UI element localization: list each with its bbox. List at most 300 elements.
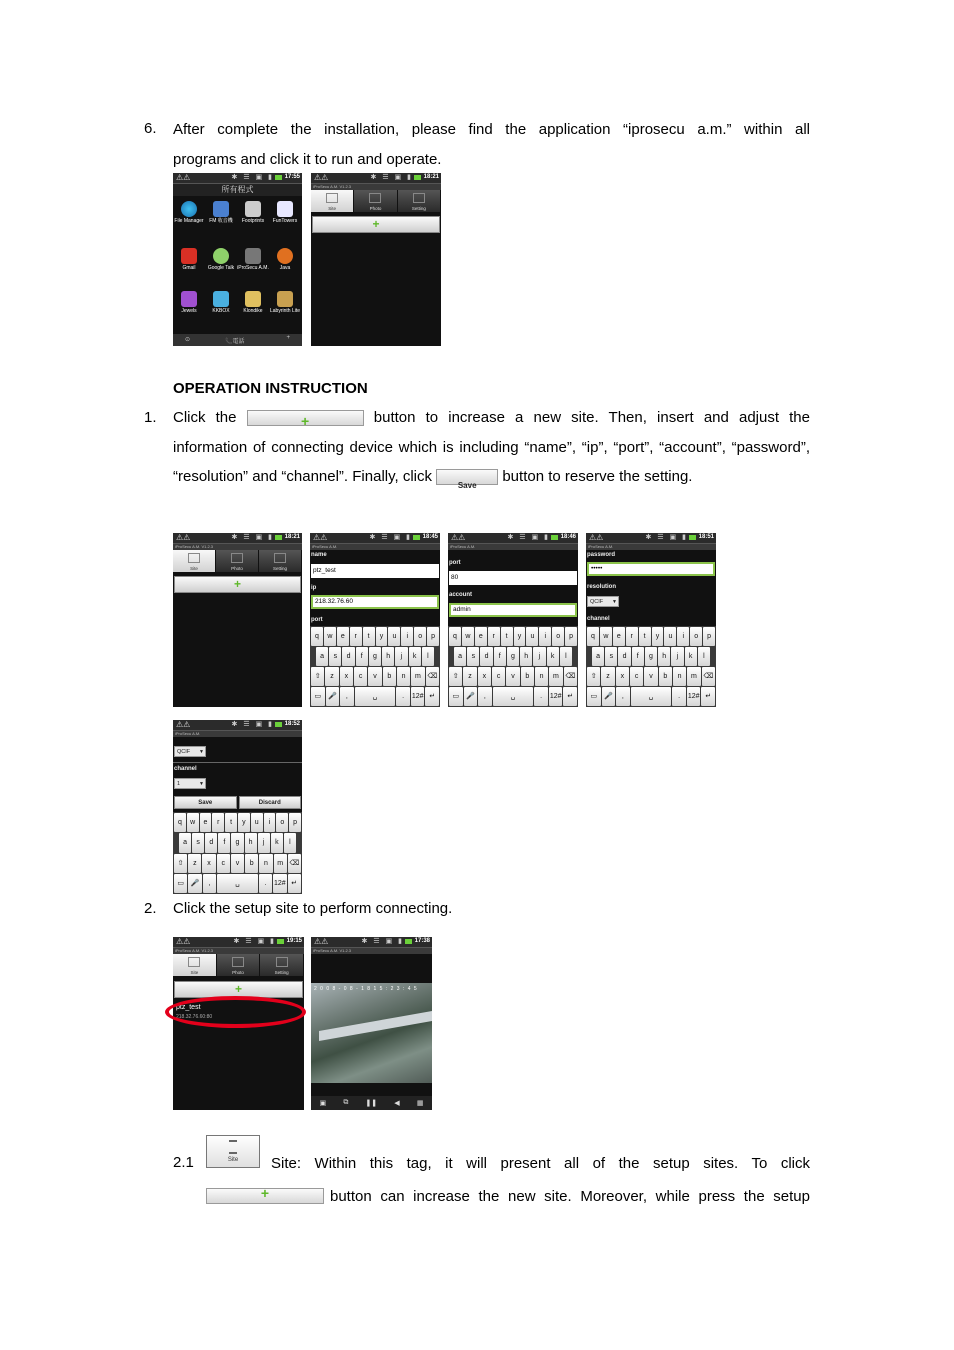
add-button-inline: + <box>247 410 364 426</box>
home-bar <box>173 334 302 346</box>
status-time: 18:21 <box>284 534 300 540</box>
key[interactable]: o <box>276 813 288 832</box>
tab-bar <box>173 954 304 976</box>
keyboard-row1 <box>174 813 301 832</box>
warning-icon: ⚠⚠ <box>176 937 191 946</box>
name-label: name <box>311 552 327 558</box>
key[interactable]: g <box>645 647 657 666</box>
key[interactable]: ⌫ <box>564 667 577 686</box>
key[interactable]: s <box>192 833 204 852</box>
key[interactable]: k <box>409 647 421 666</box>
key[interactable]: k <box>547 647 559 666</box>
port-label: port <box>449 560 461 566</box>
channel-label: channel <box>174 766 197 772</box>
warning-icon: ⚠⚠ <box>314 173 329 182</box>
battery-icon <box>275 535 282 540</box>
key[interactable]: b <box>659 667 672 686</box>
key[interactable]: u <box>526 627 538 646</box>
channel-label: channel <box>587 616 610 622</box>
app-title: iProSecu A.M. <box>173 731 302 737</box>
key[interactable]: p <box>427 627 439 646</box>
battery-icon <box>275 722 282 727</box>
key[interactable]: c <box>630 667 643 686</box>
key[interactable]: s <box>467 647 479 666</box>
key[interactable]: f <box>218 833 230 852</box>
key[interactable]: h <box>382 647 394 666</box>
status-icons: ✱ ☰ ▣ ▮ <box>361 938 404 945</box>
key[interactable]: c <box>492 667 505 686</box>
warning-icon: ⚠⚠ <box>314 937 329 946</box>
key[interactable]: g <box>507 647 519 666</box>
setting-icon <box>276 957 288 967</box>
status-icons: ✱ ☰ ▣ ▮ <box>645 534 688 541</box>
app-klondike[interactable]: Klondike <box>237 291 269 314</box>
key[interactable]: b <box>521 667 534 686</box>
key[interactable]: l <box>284 833 296 852</box>
key[interactable]: q <box>587 627 599 646</box>
keyboard-row2 <box>316 647 434 666</box>
step-2-text: Click the setup site to perform connecting. <box>173 900 453 917</box>
key[interactable]: c <box>354 667 367 686</box>
fullscreen-icon[interactable]: ▣ <box>319 1100 327 1107</box>
key[interactable]: ▭ <box>449 687 463 706</box>
status-icons: ✱ ☰ ▣ ▮ <box>507 534 550 541</box>
status-icons: ✱ ☰ ▣ ▮ <box>231 174 274 181</box>
radio-icon <box>213 201 229 217</box>
key[interactable]: d <box>342 647 354 666</box>
keyboard-row2 <box>454 647 572 666</box>
key[interactable]: w <box>600 627 612 646</box>
key[interactable]: u <box>664 627 676 646</box>
step-2-1-number: 2.1 <box>173 1154 194 1171</box>
step-1-text: Click the + button to increase a new site. Then, insert and adjust the information of connecting device which is including “name”, “ip”, “port”, “account”, “password”, “resolution” and “channel”. Finally, click Save button to reserve the setting. <box>173 409 810 491</box>
pause-icon[interactable]: ❚❚ <box>365 1100 378 1107</box>
key[interactable]: t <box>225 813 237 832</box>
key[interactable]: j <box>258 833 270 852</box>
account-label: account <box>449 592 473 598</box>
key[interactable]: ▭ <box>174 874 187 893</box>
battery-icon <box>405 939 412 944</box>
labyrinth-icon <box>277 291 293 307</box>
key[interactable]: j <box>395 647 407 666</box>
app-java[interactable]: Java <box>269 248 301 271</box>
list-icon <box>188 553 200 563</box>
file-manager-icon <box>181 201 197 217</box>
key[interactable]: d <box>205 833 217 852</box>
key[interactable]: 🎤 <box>326 687 340 706</box>
key[interactable]: l <box>422 647 434 666</box>
key[interactable]: e <box>337 627 349 646</box>
key[interactable]: y <box>238 813 250 832</box>
section-heading: OPERATION INSTRUCTION <box>173 380 368 397</box>
key[interactable]: g <box>231 833 243 852</box>
app-file-manager[interactable]: File Manager <box>173 201 205 224</box>
key[interactable]: r <box>488 627 500 646</box>
key[interactable]: v <box>368 667 381 686</box>
key[interactable]: . <box>396 687 410 706</box>
status-time: 18:46 <box>560 534 576 540</box>
key[interactable]: a <box>592 647 604 666</box>
form-buttons <box>174 796 301 809</box>
all-programs-title: 所有程式 <box>173 184 302 196</box>
keyboard-row2 <box>179 833 296 852</box>
tab-setting[interactable]: Setting <box>259 550 302 572</box>
key[interactable]: x <box>202 854 215 873</box>
app-title: iProSecu A.M. V1.2.3 <box>173 544 302 550</box>
keyboard-row3 <box>311 667 439 686</box>
key[interactable]: , <box>478 687 492 706</box>
step-1-number: 1. <box>144 409 157 426</box>
key[interactable]: ⌫ <box>426 667 439 686</box>
video-road <box>319 1011 432 1041</box>
tab-photo[interactable]: Photo <box>354 190 397 212</box>
keyboard <box>310 626 440 707</box>
setting-icon <box>413 193 425 203</box>
key[interactable]: y <box>376 627 388 646</box>
key[interactable]: a <box>316 647 328 666</box>
key[interactable]: ⇧ <box>311 667 324 686</box>
key[interactable]: e <box>200 813 212 832</box>
keyboard-row1 <box>311 627 439 646</box>
key[interactable]: g <box>369 647 381 666</box>
key[interactable]: , <box>340 687 354 706</box>
key[interactable]: ↵ <box>563 687 577 706</box>
tab-setting[interactable]: Setting <box>398 190 441 212</box>
gmail-icon <box>181 248 197 264</box>
step-2-1-line-2: button can increase the new site. Moreover, while press the setup <box>330 1188 810 1205</box>
snapshot-icon[interactable]: ▦ <box>416 1100 424 1107</box>
key[interactable]: o <box>690 627 702 646</box>
key[interactable]: ⌫ <box>702 667 715 686</box>
status-bar <box>173 173 302 184</box>
screenshot-main <box>311 173 441 346</box>
add-site-button[interactable]: + <box>312 216 440 233</box>
key[interactable]: 12# <box>273 874 286 893</box>
channel-select[interactable]: 1 ▼ <box>174 778 206 789</box>
photo-icon <box>231 553 243 563</box>
list-icon <box>188 957 200 967</box>
key[interactable]: f <box>356 647 368 666</box>
save-button-inline: Save <box>436 469 498 485</box>
status-icons: ✱ ☰ ▣ ▮ <box>231 721 274 728</box>
key[interactable]: r <box>626 627 638 646</box>
key[interactable]: v <box>231 854 244 873</box>
app-footprints[interactable]: Footprints <box>237 201 269 224</box>
key[interactable]: p <box>565 627 577 646</box>
key[interactable]: ⇧ <box>174 854 187 873</box>
app-jewels[interactable]: Jewels <box>173 291 205 314</box>
app-iprosecu[interactable]: iProSecu A.M. <box>237 248 269 271</box>
step-6-number: 6. <box>144 120 157 137</box>
key[interactable]: h <box>520 647 532 666</box>
step-6-text <box>173 115 810 174</box>
photo-icon <box>232 957 244 967</box>
tab-photo[interactable]: Photo <box>217 954 261 976</box>
key[interactable]: k <box>271 833 283 852</box>
status-time: 18:21 <box>423 174 439 180</box>
key[interactable]: i <box>264 813 276 832</box>
app-labyrinth[interactable]: Labyrinth Lite <box>269 291 301 314</box>
key[interactable]: z <box>601 667 614 686</box>
key[interactable]: u <box>388 627 400 646</box>
key[interactable]: x <box>478 667 491 686</box>
key[interactable]: j <box>533 647 545 666</box>
key[interactable]: f <box>632 647 644 666</box>
key[interactable]: ␣ <box>217 874 257 893</box>
key[interactable]: ␣ <box>355 687 396 706</box>
audio-icon[interactable]: ◀ <box>394 1100 400 1107</box>
key[interactable]: h <box>245 833 257 852</box>
app-funtowers[interactable]: FunTowers <box>269 201 301 224</box>
key[interactable]: w <box>462 627 474 646</box>
name-input[interactable]: ptz_test <box>311 564 439 578</box>
key[interactable]: a <box>179 833 191 852</box>
key[interactable]: m <box>549 667 562 686</box>
port-label: port <box>311 617 323 623</box>
list-icon <box>326 193 338 203</box>
key[interactable]: y <box>652 627 664 646</box>
key[interactable]: m <box>411 667 424 686</box>
key[interactable]: k <box>685 647 697 666</box>
key[interactable]: , <box>203 874 216 893</box>
tab-site[interactable]: Site <box>311 190 354 212</box>
key[interactable]: d <box>480 647 492 666</box>
jewels-icon <box>181 291 197 307</box>
key[interactable]: 12# <box>411 687 425 706</box>
step-2-1-line-1: Site: Within this tag, it will present all of the setup sites. To click <box>271 1155 810 1172</box>
key[interactable]: q <box>174 813 186 832</box>
tab-setting[interactable]: Setting <box>260 954 304 976</box>
keyboard-row1 <box>449 627 577 646</box>
screenshot-live-video <box>311 937 432 1110</box>
keyboard-row4 <box>174 874 301 893</box>
home-left-icon[interactable]: ⊙ <box>185 337 191 343</box>
tab-bar <box>173 550 302 572</box>
key[interactable]: 🎤 <box>464 687 478 706</box>
key[interactable]: q <box>449 627 461 646</box>
save-button[interactable]: Save <box>174 796 237 809</box>
key[interactable]: z <box>325 667 338 686</box>
status-time: 17:38 <box>414 938 430 944</box>
key[interactable]: v <box>506 667 519 686</box>
key[interactable]: q <box>311 627 323 646</box>
key[interactable]: x <box>616 667 629 686</box>
key[interactable]: n <box>535 667 548 686</box>
key[interactable]: m <box>687 667 700 686</box>
tab-bar <box>311 190 441 212</box>
key[interactable]: v <box>644 667 657 686</box>
tab-photo[interactable]: Photo <box>216 550 259 572</box>
key[interactable]: o <box>414 627 426 646</box>
add-icon[interactable]: + <box>286 335 290 341</box>
step-6-line-1: After complete the installation, please find the application “iprosecu a.m.” within all <box>173 121 810 138</box>
key[interactable]: 12# <box>687 687 701 706</box>
key[interactable]: r <box>212 813 224 832</box>
key[interactable]: . <box>672 687 686 706</box>
ip-label: ip <box>311 585 317 591</box>
tab-site[interactable]: Site <box>173 550 216 572</box>
key[interactable]: a <box>454 647 466 666</box>
keyboard-row2 <box>592 647 710 666</box>
keyboard-row4 <box>311 687 439 706</box>
list-icon <box>229 1140 237 1154</box>
key[interactable]: z <box>463 667 476 686</box>
kkbox-icon <box>213 291 229 307</box>
key[interactable]: h <box>658 647 670 666</box>
status-time: 18:52 <box>284 721 300 727</box>
key[interactable]: l <box>560 647 572 666</box>
tab-site[interactable]: Site <box>173 954 217 976</box>
key[interactable]: . <box>259 874 272 893</box>
key[interactable]: t <box>639 627 651 646</box>
warning-icon: ⚠⚠ <box>176 173 191 182</box>
key[interactable]: y <box>514 627 526 646</box>
key[interactable]: n <box>673 667 686 686</box>
step-2-number: 2. <box>144 900 157 917</box>
keyboard <box>586 626 716 707</box>
key[interactable]: c <box>217 854 230 873</box>
key[interactable]: e <box>613 627 625 646</box>
add-site-button[interactable]: + <box>174 576 301 593</box>
status-time: 18:45 <box>422 534 438 540</box>
key[interactable]: ↵ <box>425 687 439 706</box>
app-title: iProSecu A.M. <box>586 544 716 550</box>
key[interactable]: x <box>340 667 353 686</box>
battery-icon <box>277 939 284 944</box>
key[interactable]: f <box>494 647 506 666</box>
status-icons: ✱ ☰ ▣ ▮ <box>369 534 412 541</box>
key[interactable]: ▭ <box>587 687 601 706</box>
app-fm-radio[interactable]: FM 收音機 <box>205 201 237 224</box>
battery-icon <box>689 535 696 540</box>
battery-icon <box>551 535 558 540</box>
status-icons: ✱ ☰ ▣ ▮ <box>233 938 276 945</box>
key[interactable]: s <box>329 647 341 666</box>
key[interactable]: n <box>259 854 272 873</box>
key[interactable]: w <box>324 627 336 646</box>
key[interactable]: p <box>289 813 301 832</box>
key[interactable]: ⇧ <box>449 667 462 686</box>
key[interactable]: n <box>397 667 410 686</box>
warning-icon: ⚠⚠ <box>176 720 191 729</box>
phone-button[interactable]: 📞電話 <box>225 339 245 345</box>
keyboard-row1 <box>587 627 715 646</box>
key[interactable]: 12# <box>549 687 563 706</box>
key[interactable]: ↵ <box>288 874 301 893</box>
key[interactable]: w <box>187 813 199 832</box>
status-time: 18:51 <box>698 534 714 540</box>
app-google-talk[interactable]: Google Talk <box>205 248 237 271</box>
key[interactable]: t <box>363 627 375 646</box>
port-input[interactable]: 80 <box>449 571 577 585</box>
app-title: iProSecu A.M. V1.2.3 <box>311 184 441 190</box>
add-button-inline: + <box>206 1188 324 1204</box>
google-talk-icon <box>213 248 229 264</box>
key[interactable]: ⇧ <box>587 667 600 686</box>
site-list-item-ip: 218.32.76.60:80 <box>176 1014 213 1020</box>
ip-input[interactable]: 218.32.76.60 <box>311 595 439 609</box>
keyboard-row4 <box>449 687 577 706</box>
warning-icon: ⚠⚠ <box>176 533 191 542</box>
key[interactable]: o <box>552 627 564 646</box>
key[interactable]: ␣ <box>631 687 672 706</box>
key[interactable]: ↵ <box>701 687 715 706</box>
screenshot-step1-main <box>173 533 302 707</box>
key[interactable]: ⌫ <box>288 854 301 873</box>
key[interactable]: i <box>401 627 413 646</box>
key[interactable]: t <box>501 627 513 646</box>
multiview-icon[interactable]: ⧉ <box>343 1099 349 1106</box>
java-icon <box>277 248 293 264</box>
klondike-icon <box>245 291 261 307</box>
keyboard-row3 <box>174 854 301 873</box>
key[interactable]: p <box>703 627 715 646</box>
warning-icon: ⚠⚠ <box>451 533 466 542</box>
site-list-item-name[interactable]: ptz_test <box>176 1004 201 1011</box>
app-title: iProSecu A.M. V1.2.3 <box>173 948 304 954</box>
screenshot-password-resolution <box>586 533 716 707</box>
key[interactable]: i <box>539 627 551 646</box>
key[interactable]: e <box>475 627 487 646</box>
key[interactable]: ▭ <box>311 687 325 706</box>
status-icons: ✱ ☰ ▣ ▮ <box>231 534 274 541</box>
account-input[interactable]: admin <box>449 603 577 617</box>
key[interactable]: ␣ <box>493 687 534 706</box>
battery-icon <box>413 535 420 540</box>
key[interactable]: l <box>698 647 710 666</box>
app-kkbox[interactable]: KKBOX <box>205 291 237 314</box>
key[interactable]: 🎤 <box>188 874 201 893</box>
video-timestamp: 2 0 0 8 - 0 8 - 1 8 1 5 : 2 3 : 4 5 <box>314 986 418 992</box>
footprints-icon <box>245 201 261 217</box>
key[interactable]: m <box>274 854 287 873</box>
key[interactable]: b <box>383 667 396 686</box>
site-tab-image <box>206 1135 260 1168</box>
key[interactable]: s <box>605 647 617 666</box>
key[interactable]: b <box>245 854 258 873</box>
screenshot-all-programs <box>173 173 302 346</box>
key[interactable]: d <box>618 647 630 666</box>
app-gmail[interactable]: Gmail <box>173 248 205 271</box>
add-site-button[interactable]: + <box>174 981 303 998</box>
divider <box>173 762 302 763</box>
battery-icon <box>275 175 282 180</box>
key[interactable]: i <box>677 627 689 646</box>
key[interactable]: 🎤 <box>602 687 616 706</box>
video-controls <box>311 1096 432 1110</box>
key[interactable]: j <box>671 647 683 666</box>
discard-button[interactable]: Discard <box>239 796 302 809</box>
resolution-select[interactable]: QCIF ▼ <box>174 746 206 757</box>
warning-icon: ⚠⚠ <box>313 533 328 542</box>
app-title: iProSecu A.M. <box>448 544 578 550</box>
key[interactable]: , <box>616 687 630 706</box>
resolution-select[interactable]: QCIF ▼ <box>587 596 619 607</box>
key[interactable]: z <box>188 854 201 873</box>
site-tab-label: Site <box>227 1157 239 1163</box>
key[interactable]: r <box>350 627 362 646</box>
key[interactable]: u <box>251 813 263 832</box>
photo-icon <box>369 193 381 203</box>
keyboard-row3 <box>449 667 577 686</box>
key[interactable]: . <box>534 687 548 706</box>
highlight-ellipse <box>165 996 306 1028</box>
screenshot-channel-save <box>173 720 302 894</box>
keyboard <box>448 626 578 707</box>
password-input[interactable]: ••••• <box>587 562 715 576</box>
status-time: 19:15 <box>286 938 302 944</box>
status-time: 17:55 <box>284 174 300 180</box>
